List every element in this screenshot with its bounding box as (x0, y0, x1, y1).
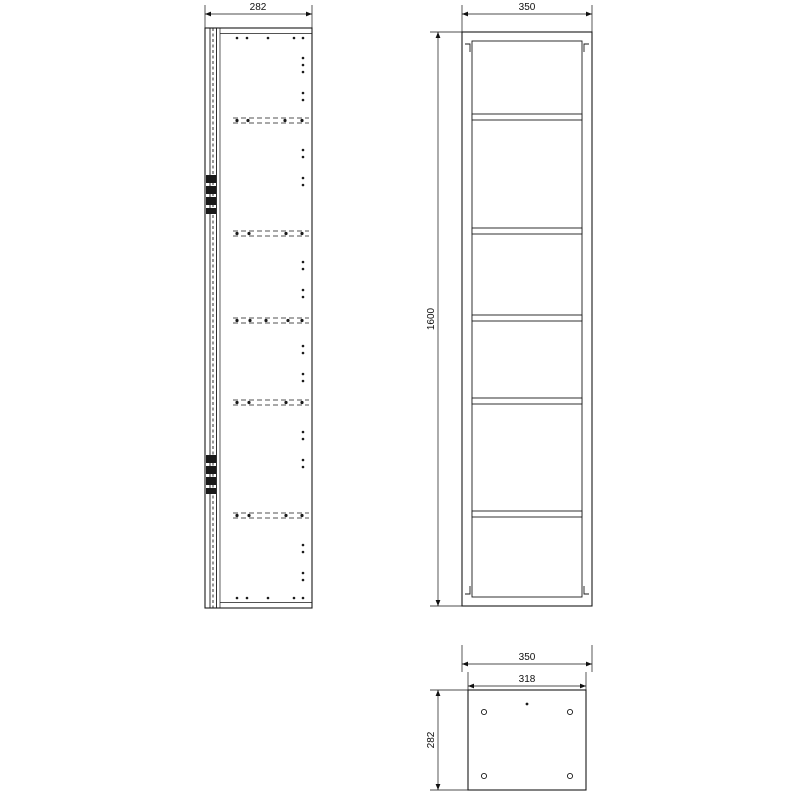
dim-label-plan-depth: 282 (426, 731, 437, 749)
dim-label-front-width: 350 (518, 2, 536, 13)
dim-label-front-height: 1600 (426, 307, 437, 331)
front-view (430, 5, 592, 606)
shelf-3 (472, 315, 582, 321)
shelf-4 (472, 398, 582, 404)
dim-label-side-width: 282 (249, 2, 267, 13)
plan-view (430, 645, 592, 790)
plan-view-center-mark (526, 703, 529, 706)
shelf-5 (472, 511, 582, 517)
dim-label-plan-width-outer: 350 (518, 652, 536, 663)
dim-label-plan-width-inner: 318 (518, 674, 536, 685)
shelf-2 (472, 228, 582, 234)
shelf-1 (472, 114, 582, 120)
side-view (205, 5, 312, 608)
